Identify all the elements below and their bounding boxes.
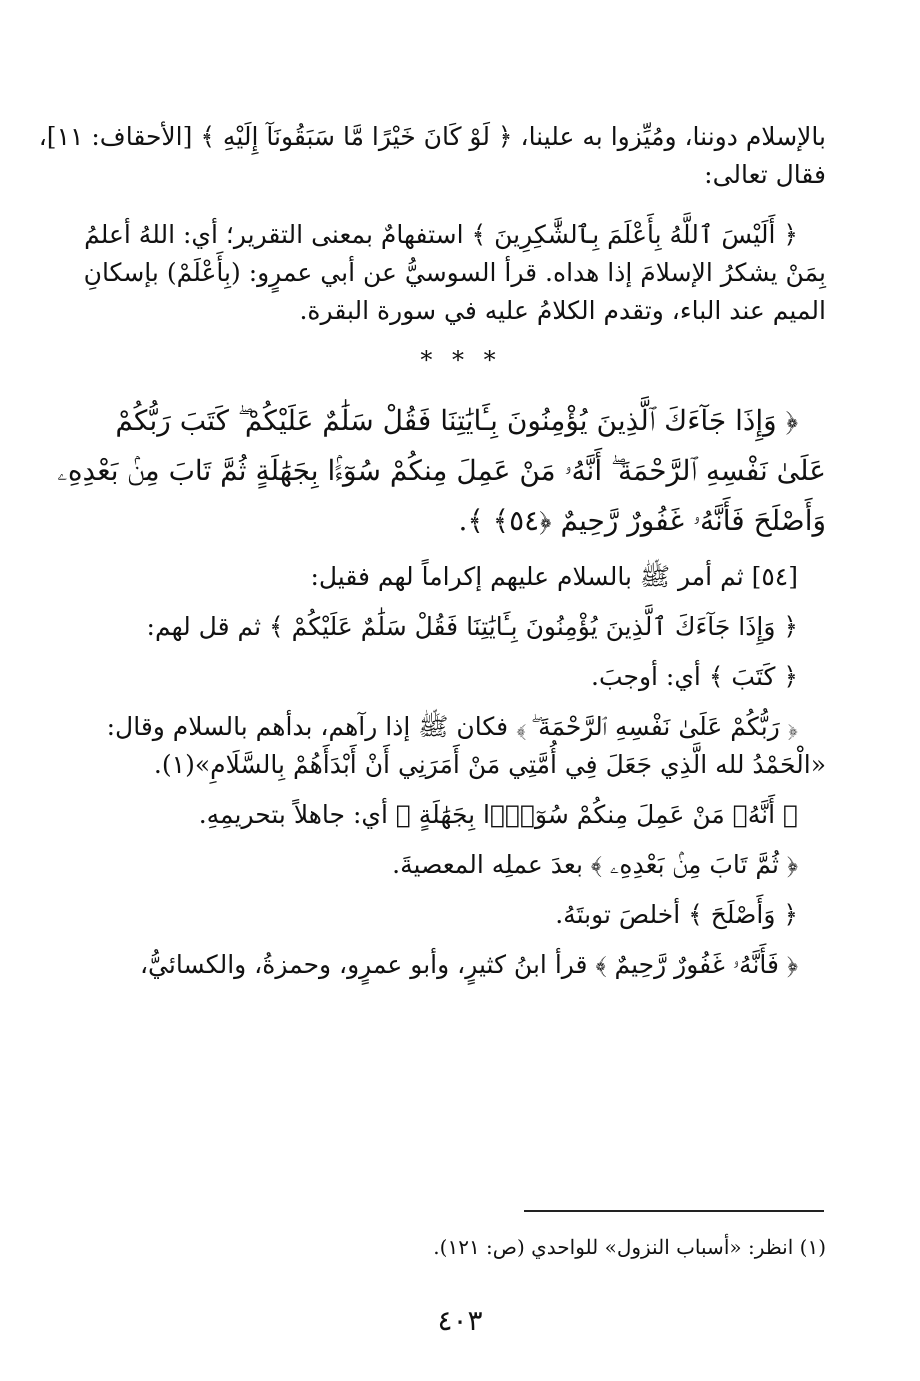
verse-line: عَلَىٰ نَفْسِهِ ٱلرَّحْمَةَ ۖ أَنَّهُۥ مَنْ عَمِلَ مِنكُمْ سُوٓءًۢا بِجَهَٰلَةٍ ثُمَّ تَابَ مِنۢ بَعْدِهِۦ — [57, 454, 826, 487]
verse-line: ﴿ وَإِذَا جَآءَكَ ٱلَّذِينَ يُؤْمِنُونَ بِـَٔايَٰتِنَا فَقُلْ سَلَٰمٌ عَلَيْكُمْ ۖ كَتَبَ رَبُّكُمْ — [115, 404, 798, 437]
commentary-line: [٥٤] ثم أمر ﷺ بالسلام عليهم إكراماً لهم فقيل: — [310, 562, 798, 591]
verse-line: وَأَصْلَحَ فَأَنَّهُۥ غَفُورٌ رَّحِيمٌ ﴿٥٤﴾ ﴾. — [458, 504, 826, 537]
commentary-line: ﴿ أَنَّهُۥ مَنْ عَمِلَ مِنكُمْ سُوٓءًۢا بِجَهَٰلَةٍ ﴾ أي: جاهلاً بتحريمِهِ. — [198, 800, 798, 829]
section-separator: * * * — [420, 346, 502, 374]
hadith-line: «الْحَمْدُ لله الَّذِي جَعَلَ فِي أُمَّتِي مَنْ أَمَرَنِي أَنْ أَبْدَأَهُمْ بِالسَّلَامِ»(١). — [153, 750, 826, 779]
footnote: (١) انظر: «أسباب النزول» للواحدي (ص: ١٢١). — [433, 1235, 826, 1259]
commentary-line: ﴿ وَإِذَا جَآءَكَ ٱلَّذِينَ يُؤْمِنُونَ بِـَٔايَٰتِنَا فَقُلْ سَلَٰمٌ عَلَيْكُمْ ﴾ ثم قل لهم: — [146, 612, 798, 641]
commentary-line: ﴿ فَأَنَّهُۥ غَفُورٌ رَّحِيمٌ ﴾ قرأ ابنُ كثيرٍ، وأبو عمرٍو، وحمزةُ، والكسائيُّ، — [139, 950, 798, 979]
footnote-divider — [524, 1210, 824, 1212]
text-line: فقال تعالى: — [704, 160, 826, 189]
commentary-line: ﴿ ثُمَّ تَابَ مِنۢ بَعْدِهِۦ ﴾ بعدَ عملِه المعصيةَ. — [392, 850, 798, 879]
commentary-line: ﴿ رَبُّكُمْ عَلَىٰ نَفْسِهِ ٱلرَّحْمَةَ ۖ ﴾ فكان ﷺ إذا رآهم، بدأهم بالسلام وقال: — [106, 712, 798, 741]
commentary-line: ﴿ وَأَصْلَحَ ﴾ أخلصَ توبتَهُ. — [555, 900, 798, 929]
page-body — [38, 118, 826, 984]
text-line: ﴿ أَلَيْسَ ٱللَّهُ بِأَعْلَمَ بِٱلشَّٰكِرِينَ ﴾ استفهامٌ بمعنى التقرير؛ أي: اللهُ أعلمُ — [84, 220, 798, 249]
text-line: بالإسلام دوننا، ومُيِّزوا به علينا، ﴿ لَوْ كَانَ خَيْرًا مَّا سَبَقُونَآ إِلَيْهِ ﴾ [الأحقاف: ١١]، — [38, 122, 826, 151]
page-number: ٤٠٣ — [437, 1304, 483, 1337]
text-line: بِمَنْ يشكرُ الإسلامَ إذا هداه. قرأ السوسيُّ عن أبي عمرٍو: (بِأَعْلَمْ) بإسكانِ — [83, 258, 826, 287]
commentary-line: ﴿ كَتَبَ ﴾ أي: أوجبَ. — [591, 662, 798, 691]
text-line: الميم عند الباء، وتقدم الكلامُ عليه في سورة البقرة. — [299, 296, 826, 325]
